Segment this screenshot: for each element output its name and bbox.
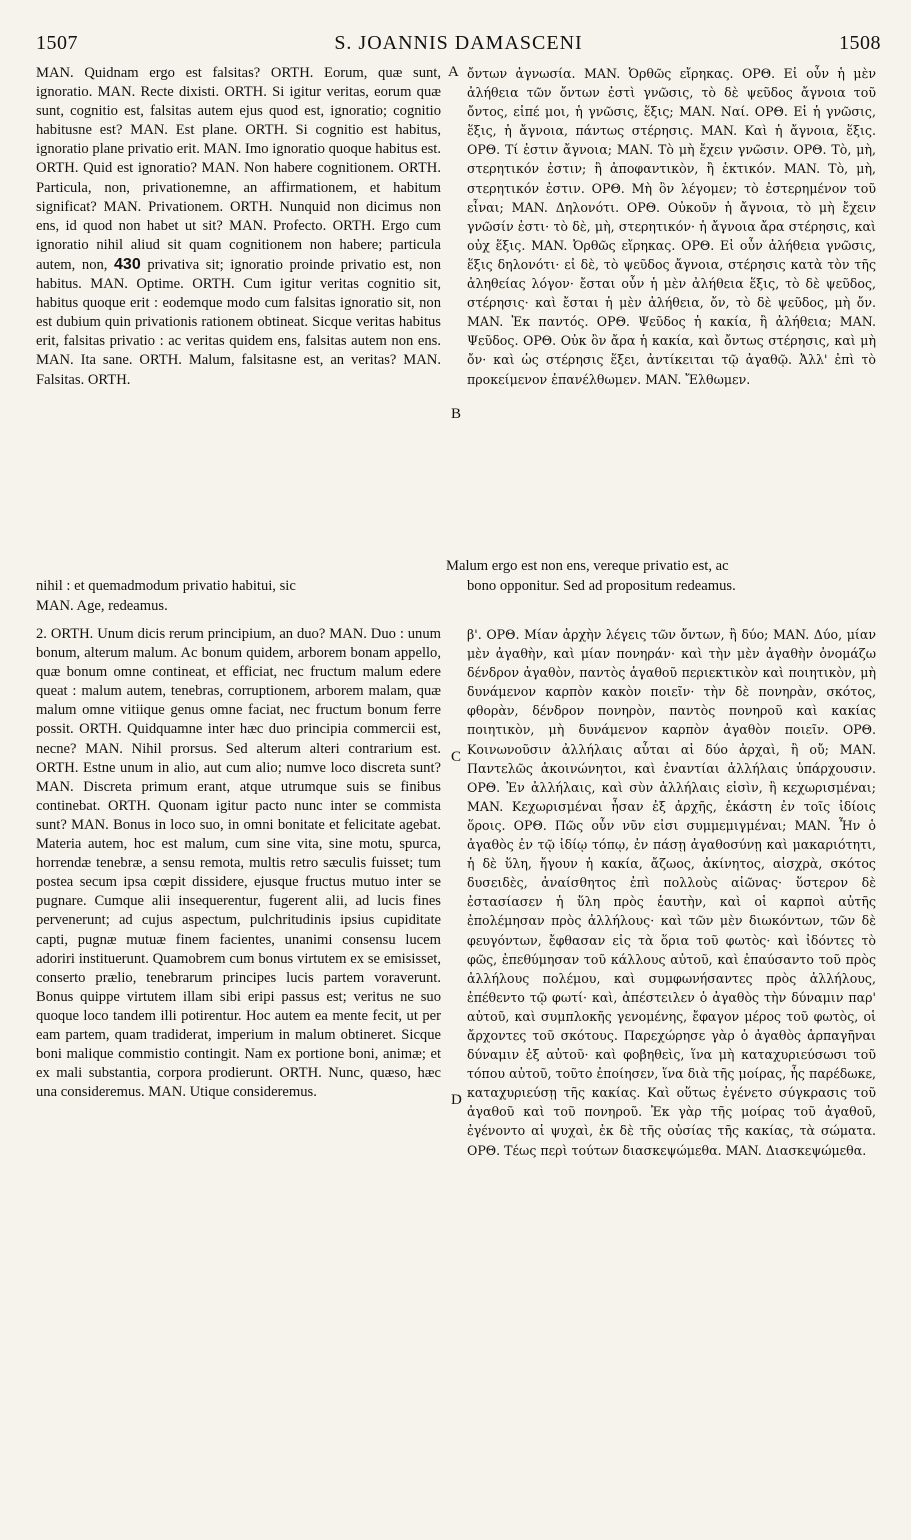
margin-marker-d: D	[451, 1092, 462, 1108]
greek-section2-paragraph: β'. ΟΡΘ. Μίαν ἀρχὴν λέγεις τῶν ὄντων, ἢ δύο; MAN. Δύο, μίαν μὲν ἀγαθὴν, καὶ μίαν πονηράν· καὶ τὴν μὲν ἀγαθὴν ὀνομάζω δένδρον ἀγαθὸν, παντὸς ἀγαθοῦ περιεκτικὸν καὶ ποιητικὸν, μὴ δυνάμενον καρπὸν κακὸν ποιεῖν· τὴν δὲ πονηρὰν, σκότος, φθορὰν, δένδρον πονηρὸν, παντὸς πονηροῦ καὶ κακίας ποιητικὸν, μὴ δυνάμενον καρπὸν ἀγαθὸν ποιεῖν. ΟΡΘ. Κοινωνοῦσιν ἀλλήλαις αὗται αἱ δύο ἀρχαὶ, ἢ οὔ; MAN. Παντελῶς ἀκοινώνητοι, καὶ ἐναντίαι ἀλλήλαις ὑπάρχουσιν. ΟΡΘ. Ἐν ἀλλήλαις, καὶ σὺν ἀλλήλαις εἰσὶν, ἢ κεχωρισμέναι; MAN. Κεχωρισμέναι ἦσαν ἐξ ἀρχῆς, ἑκάστη ἐν τοῖς ἰδίοις ὅροις. ΟΡΘ. Πῶς οὖν νῦν εἰσι συμμεμιγμέναι; MAN. Ἦν ὁ ἀγαθὸς ἐν τῷ ἰδίῳ τόπῳ, ἐν πάσῃ ἀγαθοσύνῃ καὶ μακαριότητι, ἡ δὲ ὕλη, ἤγουν ἡ κακία, ἄζωος, ἀκίνητος, αἰσχρὰ, σκότος δυσειδὲς, ἀναίσθητος ἐπὶ πολλοὺς αἰῶνας· ὕστερον δὲ ἐστασίασεν ἡ ὕλη πρὸς ἑαυτὴν, καὶ οἱ καρποὶ αὐτῆς ἐπολέμησαν πρὸς ἀλλήλους· καὶ τῶν μὲν διωκόντων, τῶν δὲ φευγόντων, ἔφθασαν εἰς τὰ ὅρια τοῦ φωτὸς· καὶ ἰδόντες τὸ φῶς, ἐπεθύμησαν τοῦ κάλλους αὐτοῦ, καὶ ἐπαύσαντο τοῦ πρὸς ἀλλήλους πολέμου, καὶ συμφωνήσαντες πρὸς ἀλλήλους, ἐπέθεντο τῷ φωτί· καὶ, ἀπέστειλεν ὁ ἀγαθὸς τὴν δύναμιν παρ' αὐτοῦ, καὶ συμπλοκῆς γενομένης, ἔφαγον μέρος τοῦ φωτὸς, οἱ ἄρχοντες τοῦ σκότους. Παρεχώρησε γὰρ ὁ ἀγαθὸς ἁρπαγῆναι δύναμιν ἐξ αὐτοῦ· καὶ φοβηθεὶς, ἵνα μὴ καταχυριεύσωσι τοῦ τόπου αὐτοῦ, τοῦτο ἐποίησεν, ἵνα διὰ τῆς μοίρας, ἧς παρέδωκε, καταχυριεύσῃ τῆς κακίας. Καὶ οὕτως ἐγένετο σύγκρασις τοῦ ἀγαθοῦ καὶ τοῦ πονηροῦ. Ἐκ γὰρ τῆς μοίρας τοῦ ἀγαθοῦ, ἐγένοντο αἱ ψυχαὶ, ἐκ δὲ τῆς οὐσίας τῆς κακίας, τὰ σώματα. ΟΡΘ. Τέως περὶ τούτων διασκεψώμεθα. MAN. Διασκεψώμεθα.	[467, 627, 876, 1158]
page-number-left: 1507	[36, 32, 78, 54]
latin-section2-paragraph: 2. ORTH. Unum dicis rerum principium, an duo? MAN. Duo : unum bonum, alterum malum. Ac bonum quidem, arborem bonam appello, quæ bonum omne contineat, et efficiat, nec fructum malum edere queat : malum autem, tenebras, corruptionem, arborem malam, quæ malum omne vitiique genus omne faciat, nec fructum bonum ferre possit. ORTH. Quidquamne inter hæc duo principia commercii est, necne? MAN. Nihil prorsus. Sed alterum alteri contrarium est. ORTH. Estne unum in alio, aut cum alio; numve loco discreta sunt? MAN. Discreta primum erant, atque utrumque suis se finibus continebat. ORTH. Quonam igitur pacto nunc inter se commista sunt? MAN. Bonus in loco suo, in omni bonitate et felicitate agebat. Materia autem, hoc est malum, cum sine vita, sine motu, spurca, horrendæ tenebræ, a sensu remota, multis retro sæculis fuisset; tum postea secum ipsa cœpit dissidere, ejusque fructus mutuo inter se pugnare. Cumque alii insequerentur, fugerent alii, ad lucis fines pervenerunt; ad cujus aspectum, pulchritudinis ipsius cupiditate capti, pugnæ mutuæ finem facientes, unanimi consensu lucem adoriri instituerunt. Quamobrem cum bonus virtutem ex se emisisset, conserto prælio, tenebrarum principes lucis partem voraverunt. Bonus quippe virtutem illam sibi eripi passus est; veritus ne suo quoque loco tandem illi potirentur. Hoc autem ea mente fecit, ut per eam partem, quam tradiderat, imperium in malum obtineret. Sicque boni malique commistio contingit. Nam ex portione boni, animæ; et ex mali substantia, corpora prodierunt. ORTH. Nunc, quæso, hæc una consideremus. MAN. Utique consideremus.	[36, 626, 441, 1101]
column-number: 430	[114, 255, 141, 273]
greek-paragraph	[467, 64, 876, 389]
margin-marker-a: A	[448, 64, 459, 80]
page-header	[36, 32, 881, 56]
margin-marker-c: C	[451, 749, 462, 765]
greek-text-part1: ὄντων ἀγνωσία. MAN. Ὀρθῶς εἴρηκας. ΟΡΘ. Εἰ οὖν ἡ μὲν ἀλήθεια τῶν ὄντων ἐστὶ γνῶσις, τὸ δὲ ψεῦδος ἄγνοια τοῦ ὄντος, εἰπέ μοι, ἡ γνῶσις, ἕξις; MAN. Ναί. ΟΡΘ. Εἰ ἡ γνῶσις, ἕξις, ἡ ἄγνοια, πάντως στέρησις. MAN. Καὶ ἡ ἄγνοια, ἕξις. ΟΡΘ. Τί ἐστιν ἄγνοια; MAN. Τὸ μὴ ἔχειν γνῶσιν. ΟΡΘ. Τὸ, μὴ, στερητικόν ἐστιν; ἢ ἀποφαντικὸν, ἢ ἑκτικόν. MAN. Τὸ, μὴ, στερητικόν ἐστιν. ΟΡΘ. Μὴ ὂν λέγομεν; τὸ ἐστερημένον τοῦ εἶναι; MAN. Δηλονότι. ΟΡΘ. Οὐκοῦν ἡ ἄγνοια, τὸ μὴ ἔχειν γνῶσίν ἐστι· τὸ δὲ, μὴ, στερητικόν· ἡ ἄγνοια ἄρα στέρησις, καὶ οὐχ ἕξις. MAN. Ὀρθῶς εἴρηκας. ΟΡΘ. Εἰ οὖν ἀλήθεια γνῶσις, ἕξις δηλονότι· εἰ δὲ, τὸ ψεῦδος ἄγνοια, στέρησις κατὰ τὸν τῆς ἀληθείας λόγον·	[467, 66, 876, 292]
latin-column-top	[36, 64, 441, 557]
latin-paragraph	[36, 64, 441, 390]
latin-span-tail: Malum ergo est non ens, vereque privatio est, ac	[446, 558, 729, 574]
latin-text-part2: privativa sit; ignoratio proinde privatio est, non habitus. MAN. Optime. ORTH. Cum igitur veritas cognitio sit, habitus quoque erit : eodemque modo cum falsitas ignoratio sit, non est dubium quin privationis rationem obtineat. Sicque veritas habitus erit, falsitas privatio : ac veritas quidem ens, falsitas autem non ens. MAN. Ita sane. ORTH. Malum, falsitasne est, an veritas? MAN. Falsitas. ORTH.	[36, 256, 441, 388]
margin-marker-b: B	[451, 406, 462, 422]
latin-span-line-3: MAN. Age, redeamus.	[36, 598, 168, 614]
running-title: S. JOANNIS DAMASCENI	[334, 32, 583, 54]
latin-text-part1: MAN. Quidnam ergo est falsitas? ORTH. Eorum, quæ sunt, ignoratio. MAN. Recte dixisti. ORTH. Si igitur veritas, eorum quæ sunt, cognitio est, falsitas autem ejus quod est, ignoratio; cognitio habitusne est? MAN. Est plane. ORTH. Si cognitio est habitus, ignoratio plane privatio erit. MAN. Imo ignoratio quoque habitus est. ORTH. Quid est ignoratio? MAN. Non habere cognitionem. ORTH. Particula, non, privationemne, an affirmationem, et habitum significat? MAN. Privationem. ORTH. Nunquid non dicimus non ens, id quod non habet ut sit? MAN. Profecto. ORTH. Ergo cum ignoratio nihil aliud sit quam cognitionem non habere; particula autem, non,	[36, 65, 441, 273]
page-number-right: 1508	[839, 32, 881, 54]
greek-column-section2	[467, 625, 876, 1385]
latin-span-line-left: nihil : et quemadmodum privatio habitui, sic	[36, 578, 296, 594]
latin-span-line-right: bono opponitur. Sed ad propositum redeamus.	[467, 578, 736, 594]
greek-column-top	[467, 64, 876, 538]
greek-text-part2: ἔσται οὖν ἡ μὲν ἀλήθεια ἕξις, τὸ δὲ ψεῦδος, στέρησις· καὶ ἔσται ἡ μὲν ἀλήθεια, ὄν, τὸ δὲ ψεῦδος, μὴ ὄν. MAN. Ἐκ παντός. ΟΡΘ. Ψεῦδος ἡ κακία, ἢ ἀλήθεια; MAN. Ψεῦδος. ΟΡΘ. Οὐκ ὂν ἄρα ἡ κακία, καὶ ὄντως στέρησις, καὶ μὴ ὄν· καὶ ὡς στέρησις ἕξει, ἀντίκειται τῷ ἀγαθῷ. Ἀλλ' ἐπὶ τὸ προκείμενον ἐπανέλθωμεν. MAN. Ἔλθωμεν.	[467, 276, 876, 387]
latin-column-section2	[36, 625, 441, 1445]
